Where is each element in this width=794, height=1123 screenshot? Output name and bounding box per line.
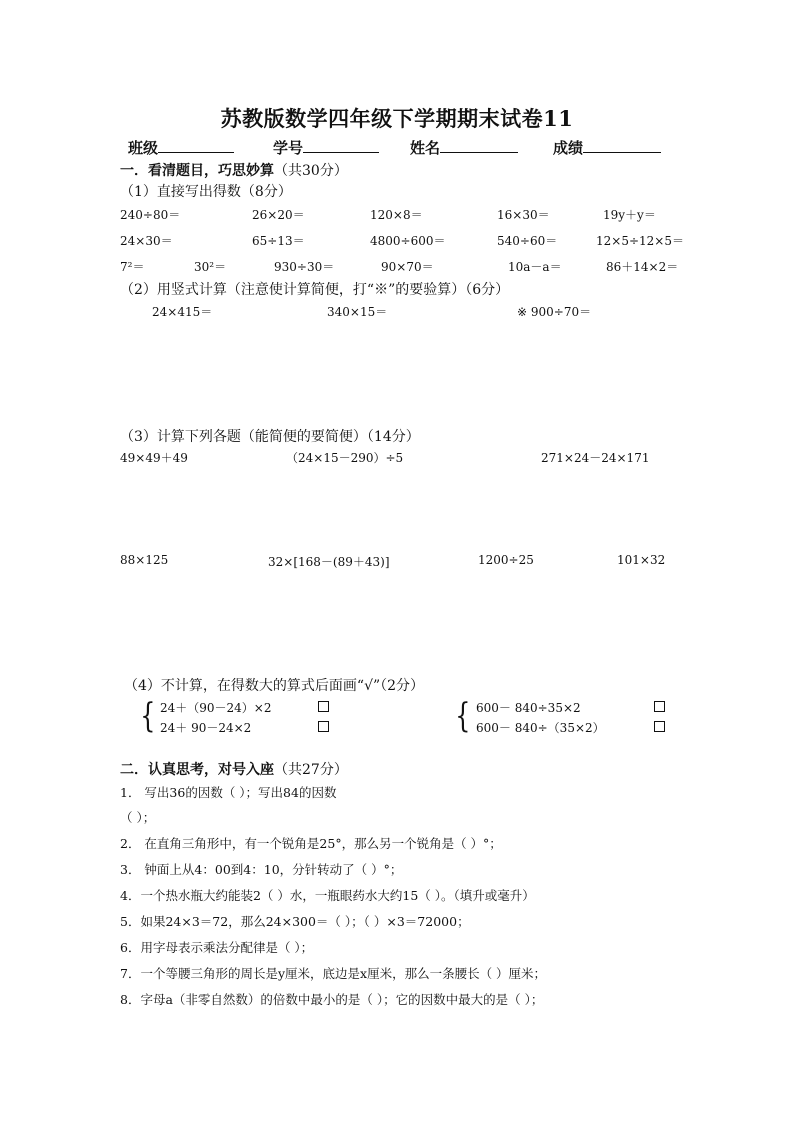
check-box[interactable]: [318, 721, 329, 732]
student-id-field: [273, 137, 379, 158]
calc-problem: （24×15－290）÷5: [286, 451, 404, 465]
mental-math-item: 540÷60＝: [497, 234, 558, 248]
fill-in-question: 6．用字母表示乘法分配律是（ ）；: [120, 940, 314, 955]
section-1-points: （共30分）: [274, 163, 348, 179]
fill-in-question: 8．字母a（非零自然数）的倍数中最小的是（ ）；它的因数中最大的是（ ）；: [120, 992, 544, 1007]
compare-expression: 600－ 840÷（35×2）: [476, 721, 605, 735]
fill-in-question: 1． 写出36的因数（ ）；写出84的因数: [120, 785, 337, 800]
mental-math-item: 26×20＝: [252, 208, 305, 222]
calc-problem: 32×[168－(89＋43)]: [268, 555, 390, 569]
mental-math-item: 4800÷600＝: [370, 234, 446, 248]
mental-math-item: 12×5÷12×5＝: [596, 234, 684, 248]
left-brace-icon: {: [140, 696, 156, 736]
mental-math-item: 10a－a＝: [508, 260, 562, 274]
check-box[interactable]: [654, 701, 665, 712]
page-title: 苏教版数学四年级下学期期末试卷11: [220, 106, 574, 131]
fill-in-question: 5．如果24×3＝72，那么24×300＝（ ）；（ ）×3＝72000；: [120, 914, 470, 929]
class-blank[interactable]: [158, 138, 234, 153]
mental-math-item: 120×8＝: [370, 208, 423, 222]
part-4-label: （4）不计算，在得数大的算式后面画“√”（2分）: [124, 678, 425, 694]
mental-math-item: 240÷80＝: [120, 208, 181, 222]
mental-math-item: 19y＋y＝: [603, 208, 656, 222]
calc-problem: 101×32: [617, 553, 666, 567]
vertical-calc-item: ※ 900÷70＝: [517, 305, 592, 319]
score-label: 成绩: [553, 139, 584, 157]
part-1-label: （1）直接写出得数（8分）: [120, 184, 292, 200]
fill-in-question: （ ）；: [120, 810, 156, 825]
compare-expression: 24＋ 90－24×2: [160, 721, 252, 735]
mental-math-item: 90×70＝: [381, 260, 434, 274]
vertical-calc-item: 340×15＝: [327, 305, 388, 319]
student-id-label: 学号: [273, 139, 304, 157]
calc-problem: 88×125: [120, 553, 169, 567]
left-brace-icon: {: [455, 696, 471, 736]
section-2-title: 二．认真思考，对号入座: [120, 762, 274, 778]
mental-math-item: 7²＝: [120, 260, 145, 274]
name-field: [410, 137, 518, 158]
name-blank[interactable]: [440, 138, 518, 153]
fill-in-question: 4．一个热水瓶大约能装2（ ）水，一瓶眼药水大约15（ ）。（填升或毫升）: [120, 888, 535, 903]
part-3-label: （3）计算下列各题（能简便的要简便）（14分）: [120, 429, 420, 445]
mental-math-item: 930÷30＝: [274, 260, 335, 274]
mental-math-item: 16×30＝: [497, 208, 550, 222]
vertical-calc-item: 24×415＝: [152, 305, 213, 319]
mental-math-item: 86＋14×2＝: [606, 260, 679, 274]
section-2-heading: [120, 759, 348, 779]
score-blank[interactable]: [583, 138, 661, 153]
name-label: 姓名: [410, 139, 441, 157]
section-1-heading: [120, 160, 348, 180]
section-2-points: （共27分）: [274, 762, 348, 778]
check-box[interactable]: [654, 721, 665, 732]
student-id-blank[interactable]: [303, 138, 379, 153]
score-field: [553, 137, 661, 158]
fill-in-question: 2． 在直角三角形中，有一个锐角是25°，那么另一个锐角是（ ）°；: [120, 836, 502, 851]
mental-math-item: 30²＝: [194, 260, 227, 274]
fill-in-question: 3． 钟面上从4：00到4：10，分针转动了（ ）°；: [120, 862, 403, 877]
mental-math-item: 24×30＝: [120, 234, 173, 248]
class-label: 班级: [128, 139, 159, 157]
calc-problem: 271×24－24×171: [541, 451, 650, 465]
check-box[interactable]: [318, 701, 329, 712]
compare-expression: 24＋（90－24）×2: [160, 701, 272, 715]
compare-expression: 600－ 840÷35×2: [476, 701, 581, 715]
fill-in-question: 7．一个等腰三角形的周长是y厘米，底边是x厘米，那么一条腰长（ ）厘米；: [120, 966, 547, 981]
class-field: [128, 137, 234, 158]
calc-problem: 1200÷25: [478, 553, 534, 567]
mental-math-item: 65÷13＝: [252, 234, 305, 248]
section-1-title: 一．看清题目，巧思妙算: [120, 163, 274, 179]
part-2-label: （2）用竖式计算（注意使计算简便，打“※”的要验算）（6分）: [120, 282, 510, 298]
calc-problem: 49×49＋49: [120, 451, 188, 465]
